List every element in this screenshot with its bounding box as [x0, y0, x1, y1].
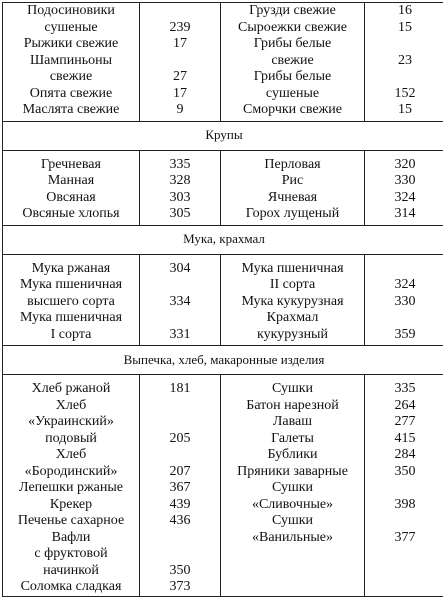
- food-name: Горох лущеный: [245, 206, 340, 221]
- kcal-value: 284: [394, 447, 416, 462]
- food-name: Ячневая: [267, 189, 318, 205]
- kcal-value: 324: [394, 189, 416, 205]
- section-data-row: [3, 254, 443, 346]
- food-name: Манная: [47, 173, 95, 188]
- kcal-value: [140, 3, 220, 20]
- kcal-value: [140, 414, 220, 431]
- kcal-value: 328: [169, 173, 191, 188]
- food-name: Хлеб: [55, 397, 87, 413]
- food-name: начинкой: [43, 562, 99, 578]
- kcal-value: 377: [394, 529, 416, 545]
- food-name: Мука пшеничная: [19, 310, 123, 325]
- food-name: Опята свежие: [29, 85, 113, 101]
- kcal-value: 304: [169, 260, 191, 276]
- kcal-value-column: [365, 254, 443, 346]
- food-name: Сушки: [271, 480, 314, 495]
- kcal-value: [140, 398, 220, 415]
- kcal-value: 335: [169, 156, 191, 172]
- kcal-value: 359: [394, 326, 416, 342]
- food-name: I сорта: [50, 326, 92, 342]
- food-name: Сыроежки свежие: [238, 19, 347, 35]
- section-heading: Выпечка, хлеб, макаронные изделия: [3, 346, 443, 375]
- kcal-value: 205: [169, 430, 191, 446]
- food-name-column: [3, 150, 140, 225]
- kcal-value: 324: [394, 277, 416, 292]
- food-name: Галеты: [271, 430, 314, 446]
- kcal-value: [365, 513, 443, 530]
- kcal-value: 367: [169, 480, 191, 495]
- kcal-value: 16: [398, 3, 412, 18]
- kcal-value: 330: [394, 173, 416, 188]
- food-name-column: [3, 375, 140, 597]
- food-name: Сушки: [271, 513, 314, 528]
- food-name: Батон нарезной: [246, 397, 339, 413]
- food-name: Вафли: [51, 529, 91, 545]
- kcal-value: [365, 261, 443, 278]
- food-name: сушеные: [265, 85, 320, 101]
- food-name: Крахмал: [266, 310, 319, 325]
- food-name: Перловая: [264, 156, 321, 172]
- kcal-value: [140, 546, 220, 563]
- kcal-value: 436: [169, 513, 191, 528]
- food-name: Сморчки свежие: [242, 102, 343, 117]
- food-name-column: [221, 375, 365, 597]
- kcal-value: 373: [169, 579, 191, 594]
- kcal-value: 330: [394, 293, 416, 309]
- food-name: Грузди свежие: [249, 3, 336, 18]
- kcal-value: 439: [169, 496, 191, 512]
- food-name: Овсяная: [46, 189, 96, 205]
- section-heading: Мука, крахмал: [3, 225, 443, 254]
- food-name-column: [221, 150, 365, 225]
- food-name: Грибы белые: [253, 69, 332, 84]
- kcal-value: 152: [394, 85, 416, 101]
- section-heading: Крупы: [3, 121, 443, 150]
- food-name: Овсяные хлопья: [22, 206, 120, 221]
- kcal-value-column: [140, 375, 221, 597]
- food-name-column: [221, 3, 365, 122]
- section-heading-row: [3, 346, 443, 375]
- food-name: Мука пшеничная: [241, 260, 344, 276]
- food-name: Подосиновики: [27, 3, 115, 18]
- food-name: Мука ржаная: [31, 260, 111, 276]
- kcal-value-column: [140, 150, 221, 225]
- calorie-table-body: [3, 3, 443, 597]
- food-name: Маслята свежие: [22, 102, 120, 117]
- section-data-row: [3, 150, 443, 225]
- food-name: II сорта: [269, 277, 316, 292]
- food-name: Хлеб ржаной: [31, 381, 111, 396]
- kcal-value-column: [140, 254, 221, 346]
- kcal-value: 335: [394, 381, 416, 396]
- kcal-value: 305: [169, 206, 191, 221]
- kcal-value: [365, 480, 443, 497]
- food-name: Пряники заварные: [237, 463, 348, 479]
- food-name: Шампиньоны: [30, 52, 112, 68]
- food-name-column: [3, 254, 140, 346]
- food-name: Лаваш: [272, 414, 313, 429]
- food-name: «Бородинский»: [24, 463, 118, 479]
- kcal-value: 314: [394, 206, 416, 221]
- food-name: подовый: [45, 430, 97, 446]
- calorie-table: [2, 2, 443, 597]
- kcal-value: [140, 277, 220, 294]
- kcal-value: 350: [169, 562, 191, 578]
- kcal-value: [365, 36, 443, 53]
- food-name: свежие: [49, 69, 93, 84]
- food-name: Гречневая: [41, 156, 101, 172]
- kcal-value: 17: [173, 36, 187, 51]
- kcal-value: 334: [169, 293, 191, 309]
- kcal-value: [140, 53, 220, 70]
- kcal-value: [140, 310, 220, 327]
- food-name-column: [3, 3, 140, 122]
- kcal-value: 23: [398, 52, 412, 68]
- food-name: «Украинский»: [28, 414, 114, 429]
- food-name: Лепешки ржаные: [19, 480, 123, 495]
- food-name: кукурузный: [257, 326, 328, 342]
- kcal-value: 207: [169, 463, 191, 479]
- kcal-value: [365, 69, 443, 86]
- kcal-value: 350: [394, 463, 416, 479]
- kcal-value: 17: [173, 85, 187, 101]
- kcal-value: 415: [394, 430, 416, 446]
- kcal-value: [140, 447, 220, 464]
- kcal-value: 181: [169, 381, 191, 396]
- kcal-value: 264: [394, 397, 416, 413]
- kcal-value: 277: [394, 414, 416, 429]
- food-name: Мука кукурузная: [241, 293, 344, 309]
- food-name: Грибы белые: [253, 36, 332, 51]
- food-name: Печенье сахарное: [17, 513, 125, 528]
- kcal-value-column: [365, 150, 443, 225]
- food-name: Мука пшеничная: [19, 277, 123, 292]
- kcal-value: 398: [394, 496, 416, 512]
- food-name: Крекер: [49, 496, 93, 512]
- food-name: Хлеб: [55, 447, 87, 462]
- kcal-value-column: [365, 3, 443, 122]
- kcal-value: [140, 530, 220, 547]
- section-data-row: [3, 3, 443, 122]
- food-name: Рис: [281, 173, 304, 188]
- kcal-value: [365, 310, 443, 327]
- kcal-value-column: [365, 375, 443, 597]
- food-name: «Ванильные»: [251, 529, 334, 545]
- food-name: Рыжики свежие: [23, 36, 119, 51]
- food-name: «Сливочные»: [251, 496, 334, 512]
- kcal-value: 239: [169, 19, 191, 35]
- kcal-value: 303: [169, 189, 191, 205]
- food-name: высшего сорта: [27, 293, 115, 309]
- food-name: Сушки: [271, 381, 314, 396]
- food-name: сушеные: [44, 19, 98, 35]
- kcal-value-column: [140, 3, 221, 122]
- kcal-value: 15: [398, 19, 412, 35]
- kcal-value: 331: [169, 326, 191, 342]
- section-heading-row: [3, 225, 443, 254]
- section-heading-row: [3, 121, 443, 150]
- food-name: Бублики: [267, 447, 318, 462]
- food-name: с фруктовой: [34, 546, 108, 561]
- food-name: свежие: [271, 52, 314, 68]
- kcal-value: 320: [394, 156, 416, 172]
- section-data-row: [3, 375, 443, 597]
- food-name-column: [221, 254, 365, 346]
- food-name: Соломка сладкая: [20, 579, 122, 594]
- kcal-value: 15: [398, 102, 412, 117]
- kcal-value: 9: [176, 102, 184, 117]
- kcal-value: 27: [173, 69, 187, 84]
